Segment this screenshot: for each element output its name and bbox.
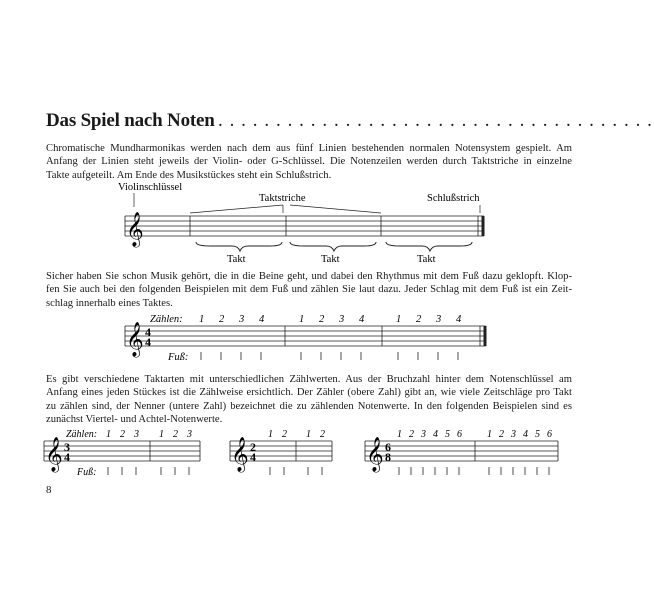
text-line: Chromatische Mundharmonikas werden nach dem aus fünf Linien bestehenden normalen Notensystem gespielt. Am (46, 143, 572, 154)
count-number: 6 (547, 429, 552, 440)
time-signature-paragraph (46, 373, 572, 426)
count-number: 4 (259, 314, 265, 325)
staff-labels (118, 182, 480, 204)
count-number: 3 (339, 314, 345, 325)
text-line: Sicher haben Sie schon Musik gehört, die in die Beine geht, und dabei den Rhythmus mit dem Fuß dazu geklopft. Klop- (46, 271, 572, 282)
count-number: 3 (511, 429, 516, 440)
time-signature-top: 4 (145, 325, 151, 339)
time-signature-bottom: 4 (250, 450, 256, 464)
time-signature-top: 3 (64, 440, 70, 454)
label-measure: Takt (227, 254, 246, 265)
treble-clef-icon: 𝄞 (366, 438, 384, 471)
leader-dots: . . . . . . . . . . . . . . . . . . . . . . . . . . . . . . . . . . . . . . (218, 115, 654, 130)
count-number: 3 (239, 314, 245, 325)
count-label: Zählen: (66, 429, 98, 440)
text-line: zunächst Viertel- und Achtel-Notenwerte. (46, 413, 223, 425)
text-line: zu zählen sind, der Nenner (untere Zahl) bezeichnet die zu zählenden Notenwerte. In den folgenden Beispielen sind es (46, 400, 572, 412)
count-number: 1 (396, 314, 402, 325)
count-number: 2 (416, 314, 422, 325)
count-number: 2 (320, 429, 325, 440)
text-line: fen Sie auch bei den folgenden Beispielen mit dem Fuß und zählen Sie laut dazu. Jeder Schlag mit dem Fuß ist ein Zeit- (46, 284, 572, 296)
time-signature-bottom: 8 (385, 450, 391, 464)
count-number: 1 (397, 429, 402, 440)
counting-example-4-4 (125, 314, 486, 363)
count-number: 4 (359, 314, 365, 325)
count-number: 2 (319, 314, 325, 325)
page-number: 8 (46, 484, 52, 496)
count-number: 2 (282, 429, 287, 440)
foot-label: Fuß: (168, 352, 189, 363)
count-number: 1 (199, 314, 205, 325)
treble-clef-icon: 𝄞 (126, 323, 144, 356)
count-number: 2 (219, 314, 225, 325)
label-measure: Takt (321, 254, 340, 265)
count-number: 2 (499, 429, 504, 440)
count-number: 1 (159, 429, 164, 440)
treble-clef-icon: 𝄞 (231, 438, 249, 471)
time-signature-top: 2 (250, 440, 256, 454)
counting-example-2-4 (230, 429, 332, 475)
count-number: 3 (187, 429, 192, 440)
text-line: schlag innerhalb eines Taktes. (46, 297, 173, 309)
count-number: 4 (433, 429, 438, 440)
time-signature-bottom: 4 (145, 335, 151, 349)
count-number: 1 (299, 314, 305, 325)
count-number: 2 (173, 429, 178, 440)
count-label: Zählen: (150, 314, 183, 325)
label-final-barline: Schlußstrich (427, 193, 480, 204)
count-number: 6 (457, 429, 462, 440)
count-number: 4 (523, 429, 528, 440)
label-measure: Takt (417, 254, 436, 265)
foot-label: Fuß: (77, 467, 97, 478)
count-number: 1 (106, 429, 111, 440)
count-number: 1 (306, 429, 311, 440)
count-number: 5 (535, 429, 540, 440)
count-number: 3 (436, 314, 442, 325)
text-line: Anfang eines jeden Stückes ist die Zählweise ersichtlich. Der Zähler (obere Zahl) gibt an, wie viele Zeitschläge pro Takt (46, 387, 572, 399)
time-signature-top: 6 (385, 440, 391, 454)
text-line: Anfang der Linien steht jeweils der Violin- oder G-Schlüssel. Die Notenzeilen werden durch Taktstriche in einzelne (46, 156, 572, 168)
treble-clef-icon: 𝄞 (126, 213, 144, 246)
time-signature-bottom: 4 (64, 450, 70, 464)
count-number: 3 (421, 429, 426, 440)
counting-example-3-4 (44, 429, 200, 478)
text-line: Es gibt verschiedene Taktarten mit unterschiedlichen Zählwerten. Aus der Bruchzahl hinter dem Notenschlüssel am (46, 374, 572, 385)
label-barlines: Taktstriche (259, 193, 306, 204)
label-violin-clef: Violinschlüssel (118, 182, 183, 193)
count-number: 1 (268, 429, 273, 440)
count-number: 4 (456, 314, 462, 325)
treble-clef-icon: 𝄞 (45, 438, 63, 471)
text-line: Takte aufgeteilt. Am Ende des Musikstückes steht ein Schlußstrich. (46, 169, 332, 181)
page-title: Das Spiel nach Noten (46, 110, 215, 131)
count-number: 2 (120, 429, 125, 440)
count-number: 1 (487, 429, 492, 440)
count-number: 5 (445, 429, 450, 440)
count-number: 2 (409, 429, 414, 440)
counting-example-6-8 (365, 429, 558, 475)
count-number: 3 (134, 429, 139, 440)
rhythm-paragraph (46, 270, 572, 310)
